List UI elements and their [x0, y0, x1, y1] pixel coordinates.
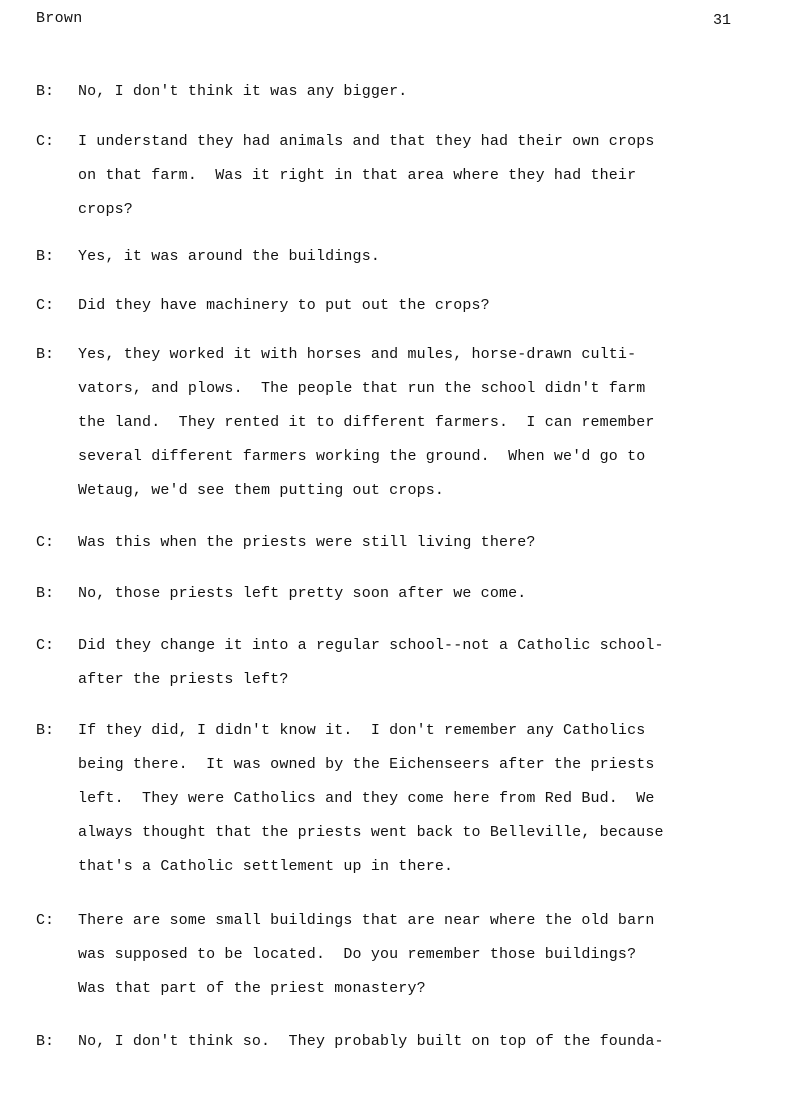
speech-line: on that farm. Was it right in that area where they had their [78, 167, 637, 184]
speech-line: Was this when the priests were still living there? [78, 534, 536, 551]
speech-line: after the priests left? [78, 671, 289, 688]
speech-line: Yes, it was around the buildings. [78, 248, 380, 265]
speech-text [78, 338, 768, 508]
speech-line: No, those priests left pretty soon after we come. [78, 585, 527, 602]
speech-line: No, I don't think it was any bigger. [78, 83, 408, 100]
speech-text [78, 629, 768, 697]
speech-line: always thought that the priests went back to Belleville, because [78, 824, 664, 841]
speech-line: I understand they had animals and that they had their own crops [78, 133, 655, 150]
page-number: 31 [713, 12, 732, 29]
speech-line: Was that part of the priest monastery? [78, 980, 426, 997]
speech-text [78, 526, 768, 560]
speech-line: vators, and plows. The people that run the school didn't farm [78, 380, 646, 397]
speaker-label: C: [36, 637, 55, 654]
speaker-label: C: [36, 297, 55, 314]
speaker-label: B: [36, 83, 55, 100]
speech-text [78, 240, 768, 274]
speech-line: Yes, they worked it with horses and mules, horse-drawn culti- [78, 346, 637, 363]
speech-line: that's a Catholic settlement up in there. [78, 858, 454, 875]
speech-line: Wetaug, we'd see them putting out crops. [78, 482, 445, 499]
speaker-label: C: [36, 912, 55, 929]
speaker-label: C: [36, 133, 55, 150]
speech-line: left. They were Catholics and they come here from Red Bud. We [78, 790, 655, 807]
speech-text [78, 1025, 768, 1059]
speech-line: the land. They rented it to different farmers. I can remember [78, 414, 655, 431]
speech-line: If they did, I didn't know it. I don't remember any Catholics [78, 722, 646, 739]
speech-line: being there. It was owned by the Eichenseers after the priests [78, 756, 655, 773]
speech-line: No, I don't think so. They probably built on top of the founda- [78, 1033, 664, 1050]
speaker-label: B: [36, 722, 55, 739]
speech-line: crops? [78, 201, 133, 218]
speech-line: was supposed to be located. Do you remember those buildings? [78, 946, 637, 963]
speech-text [78, 125, 768, 227]
speech-text [78, 289, 768, 323]
speech-line: Did they have machinery to put out the crops? [78, 297, 490, 314]
speech-text [78, 577, 768, 611]
speech-text [78, 75, 768, 109]
speaker-label: B: [36, 346, 55, 363]
speech-line: There are some small buildings that are near where the old barn [78, 912, 655, 929]
speaker-label: C: [36, 534, 55, 551]
speech-line: several different farmers working the ground. When we'd go to [78, 448, 646, 465]
speech-text [78, 904, 768, 1006]
speaker-label: B: [36, 585, 55, 602]
speech-text [78, 714, 768, 884]
speaker-label: B: [36, 1033, 55, 1050]
speaker-label: B: [36, 248, 55, 265]
interviewee-name-header: Brown [36, 10, 83, 27]
speech-line: Did they change it into a regular school--not a Catholic school- [78, 637, 664, 654]
